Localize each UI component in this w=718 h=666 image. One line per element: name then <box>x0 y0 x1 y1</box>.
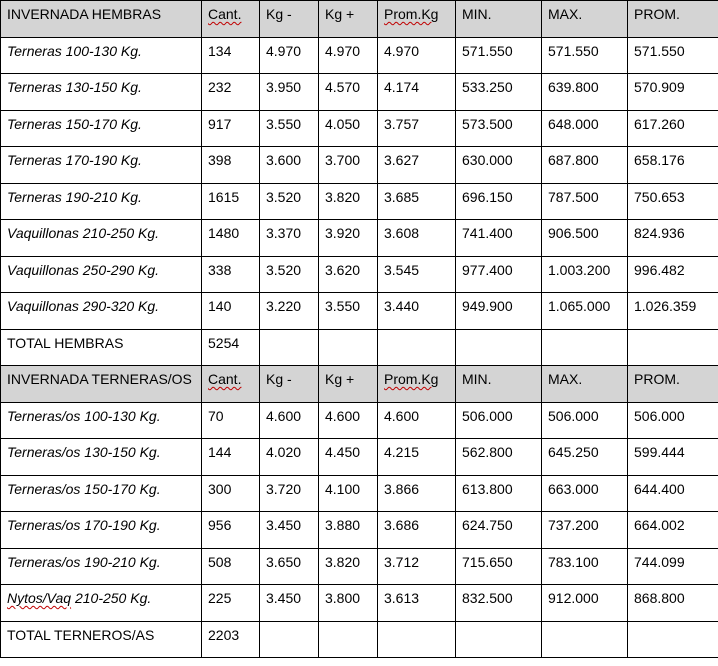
column-header-label: Kg + <box>325 6 355 22</box>
column-header <box>628 366 718 403</box>
category-prefix: Nytos/Vaq <box>7 590 72 606</box>
table-cell: 1480 <box>202 220 260 257</box>
column-header <box>628 1 718 38</box>
table-row <box>1 402 718 439</box>
table-cell: 639.800 <box>542 74 628 111</box>
table-row <box>1 512 718 549</box>
table-cell: 949.900 <box>456 293 542 330</box>
empty-cell <box>378 329 456 366</box>
table-cell: 744.099 <box>628 548 718 585</box>
table-row <box>1 439 718 476</box>
empty-cell <box>456 329 542 366</box>
table-cell: 3.370 <box>260 220 319 257</box>
table-cell: 956 <box>202 512 260 549</box>
row-category: Vaquillonas 210-250 Kg. <box>1 220 202 257</box>
table-cell: 3.627 <box>378 147 456 184</box>
column-header <box>202 1 260 38</box>
section-title: INVERNADA TERNERAS/OS <box>1 366 202 403</box>
row-category: Terneras 100-130 Kg. <box>1 37 202 74</box>
row-category: Terneras 150-170 Kg. <box>1 110 202 147</box>
table-cell: 3.440 <box>378 293 456 330</box>
table-cell: 571.550 <box>628 37 718 74</box>
table-cell: 4.600 <box>260 402 319 439</box>
table-row <box>1 475 718 512</box>
table-cell: 3.220 <box>260 293 319 330</box>
column-header-label: Kg + <box>325 371 355 387</box>
column-header <box>319 1 378 38</box>
empty-cell <box>628 329 718 366</box>
table-cell: 664.002 <box>628 512 718 549</box>
table-cell: 832.500 <box>456 585 542 622</box>
table-cell: 3.550 <box>319 293 378 330</box>
row-category: Terneras/os 100-130 Kg. <box>1 402 202 439</box>
column-header <box>378 366 456 403</box>
column-header-label: MAX. <box>548 371 583 387</box>
table-cell: 134 <box>202 37 260 74</box>
table-cell: 571.550 <box>542 37 628 74</box>
table-cell: 4.100 <box>319 475 378 512</box>
table-cell: 630.000 <box>456 147 542 184</box>
row-category <box>1 585 202 622</box>
table-cell: 506.000 <box>542 402 628 439</box>
column-header <box>456 1 542 38</box>
table-row <box>1 220 718 257</box>
table-cell: 737.200 <box>542 512 628 549</box>
table-cell: 3.866 <box>378 475 456 512</box>
empty-cell <box>542 329 628 366</box>
table-cell: 573.500 <box>456 110 542 147</box>
table-row <box>1 256 718 293</box>
table-cell: 3.545 <box>378 256 456 293</box>
table-cell: 599.444 <box>628 439 718 476</box>
section-header-row <box>1 366 718 403</box>
table-cell: 906.500 <box>542 220 628 257</box>
table-cell: 917 <box>202 110 260 147</box>
table-cell: 3.686 <box>378 512 456 549</box>
table-cell: 3.613 <box>378 585 456 622</box>
table-cell: 868.800 <box>628 585 718 622</box>
column-header <box>260 1 319 38</box>
table-cell: 571.550 <box>456 37 542 74</box>
table-row <box>1 293 718 330</box>
table-cell: 225 <box>202 585 260 622</box>
table-cell: 4.450 <box>319 439 378 476</box>
column-header-label: MAX. <box>548 6 583 22</box>
total-row <box>1 329 718 366</box>
column-header-label: Cant. <box>208 6 242 22</box>
column-header <box>202 366 260 403</box>
total-label: TOTAL TERNEROS/AS <box>1 621 202 658</box>
table-cell: 562.800 <box>456 439 542 476</box>
column-header-label: Prom.Kg <box>384 6 439 22</box>
table-cell: 696.150 <box>456 183 542 220</box>
table-cell: 741.400 <box>456 220 542 257</box>
empty-cell <box>456 621 542 658</box>
row-category: Terneras/os 130-150 Kg. <box>1 439 202 476</box>
empty-cell <box>260 329 319 366</box>
table-cell: 3.720 <box>260 475 319 512</box>
table-cell: 783.100 <box>542 548 628 585</box>
row-category: Vaquillonas 250-290 Kg. <box>1 256 202 293</box>
table-cell: 663.000 <box>542 475 628 512</box>
table-cell: 3.550 <box>260 110 319 147</box>
table-cell: 977.400 <box>456 256 542 293</box>
column-header <box>319 366 378 403</box>
section-title: INVERNADA HEMBRAS <box>1 1 202 38</box>
total-row <box>1 621 718 658</box>
table-row <box>1 183 718 220</box>
column-header <box>542 366 628 403</box>
table-cell: 648.000 <box>542 110 628 147</box>
table-cell: 617.260 <box>628 110 718 147</box>
table-cell: 140 <box>202 293 260 330</box>
table-cell: 3.800 <box>319 585 378 622</box>
table-cell: 144 <box>202 439 260 476</box>
table-cell: 3.520 <box>260 256 319 293</box>
table-cell: 506.000 <box>456 402 542 439</box>
table-cell: 3.820 <box>319 548 378 585</box>
table-cell: 300 <box>202 475 260 512</box>
table-cell: 1.026.359 <box>628 293 718 330</box>
table-cell: 506.000 <box>628 402 718 439</box>
table-cell: 996.482 <box>628 256 718 293</box>
table-cell: 4.600 <box>319 402 378 439</box>
table-cell: 3.650 <box>260 548 319 585</box>
empty-cell <box>260 621 319 658</box>
row-category: Terneras 190-210 Kg. <box>1 183 202 220</box>
column-header <box>456 366 542 403</box>
table-cell: 4.215 <box>378 439 456 476</box>
table-cell: 4.174 <box>378 74 456 111</box>
column-header <box>378 1 456 38</box>
table-cell: 4.970 <box>319 37 378 74</box>
row-category: Terneras/os 190-210 Kg. <box>1 548 202 585</box>
table-cell: 912.000 <box>542 585 628 622</box>
table-cell: 3.712 <box>378 548 456 585</box>
table-row <box>1 37 718 74</box>
column-header-label: PROM. <box>634 6 680 22</box>
table-cell: 3.950 <box>260 74 319 111</box>
column-header-label: Kg - <box>266 6 292 22</box>
table-cell: 4.970 <box>378 37 456 74</box>
table-cell: 4.050 <box>319 110 378 147</box>
table-cell: 3.700 <box>319 147 378 184</box>
table-cell: 570.909 <box>628 74 718 111</box>
table-cell: 3.450 <box>260 585 319 622</box>
table-cell: 1615 <box>202 183 260 220</box>
table-cell: 613.800 <box>456 475 542 512</box>
table-cell: 750.653 <box>628 183 718 220</box>
table-cell: 4.020 <box>260 439 319 476</box>
table-cell: 687.800 <box>542 147 628 184</box>
table-cell: 4.970 <box>260 37 319 74</box>
column-header-label: Kg - <box>266 371 292 387</box>
table-row <box>1 110 718 147</box>
total-value: 2203 <box>202 621 260 658</box>
table-cell: 3.685 <box>378 183 456 220</box>
empty-cell <box>542 621 628 658</box>
table-cell: 1.003.200 <box>542 256 628 293</box>
row-category: Terneras/os 150-170 Kg. <box>1 475 202 512</box>
table-cell: 1.065.000 <box>542 293 628 330</box>
empty-cell <box>378 621 456 658</box>
column-header-label: MIN. <box>462 6 492 22</box>
column-header <box>542 1 628 38</box>
table-cell: 3.820 <box>319 183 378 220</box>
section-header-row <box>1 1 718 38</box>
table-cell: 824.936 <box>628 220 718 257</box>
column-header-label: PROM. <box>634 371 680 387</box>
table-cell: 3.608 <box>378 220 456 257</box>
table-cell: 533.250 <box>456 74 542 111</box>
row-category: Terneras/os 170-190 Kg. <box>1 512 202 549</box>
table-cell: 658.176 <box>628 147 718 184</box>
table-cell: 232 <box>202 74 260 111</box>
table-body <box>1 1 718 658</box>
category-rest: 210-250 Kg. <box>71 590 152 606</box>
table-cell: 3.450 <box>260 512 319 549</box>
table-cell: 70 <box>202 402 260 439</box>
table-cell: 338 <box>202 256 260 293</box>
table-cell: 3.600 <box>260 147 319 184</box>
row-category: Terneras 130-150 Kg. <box>1 74 202 111</box>
empty-cell <box>628 621 718 658</box>
table-row <box>1 548 718 585</box>
table-cell: 3.757 <box>378 110 456 147</box>
table-cell: 398 <box>202 147 260 184</box>
table-cell: 3.520 <box>260 183 319 220</box>
column-header-label: MIN. <box>462 371 492 387</box>
table-cell: 644.400 <box>628 475 718 512</box>
empty-cell <box>319 329 378 366</box>
row-category: Vaquillonas 290-320 Kg. <box>1 293 202 330</box>
table-cell: 624.750 <box>456 512 542 549</box>
table-cell: 4.600 <box>378 402 456 439</box>
table-cell: 4.570 <box>319 74 378 111</box>
total-label: TOTAL HEMBRAS <box>1 329 202 366</box>
total-value: 5254 <box>202 329 260 366</box>
table-cell: 508 <box>202 548 260 585</box>
table-row <box>1 585 718 622</box>
empty-cell <box>319 621 378 658</box>
row-category: Terneras 170-190 Kg. <box>1 147 202 184</box>
column-header-label: Prom.Kg <box>384 371 439 387</box>
table-cell: 787.500 <box>542 183 628 220</box>
table-row <box>1 147 718 184</box>
table-cell: 3.880 <box>319 512 378 549</box>
table-cell: 645.250 <box>542 439 628 476</box>
table-cell: 3.620 <box>319 256 378 293</box>
table-row <box>1 74 718 111</box>
table-cell: 715.650 <box>456 548 542 585</box>
column-header <box>260 366 319 403</box>
column-header-label: Cant. <box>208 371 242 387</box>
table-cell: 3.920 <box>319 220 378 257</box>
